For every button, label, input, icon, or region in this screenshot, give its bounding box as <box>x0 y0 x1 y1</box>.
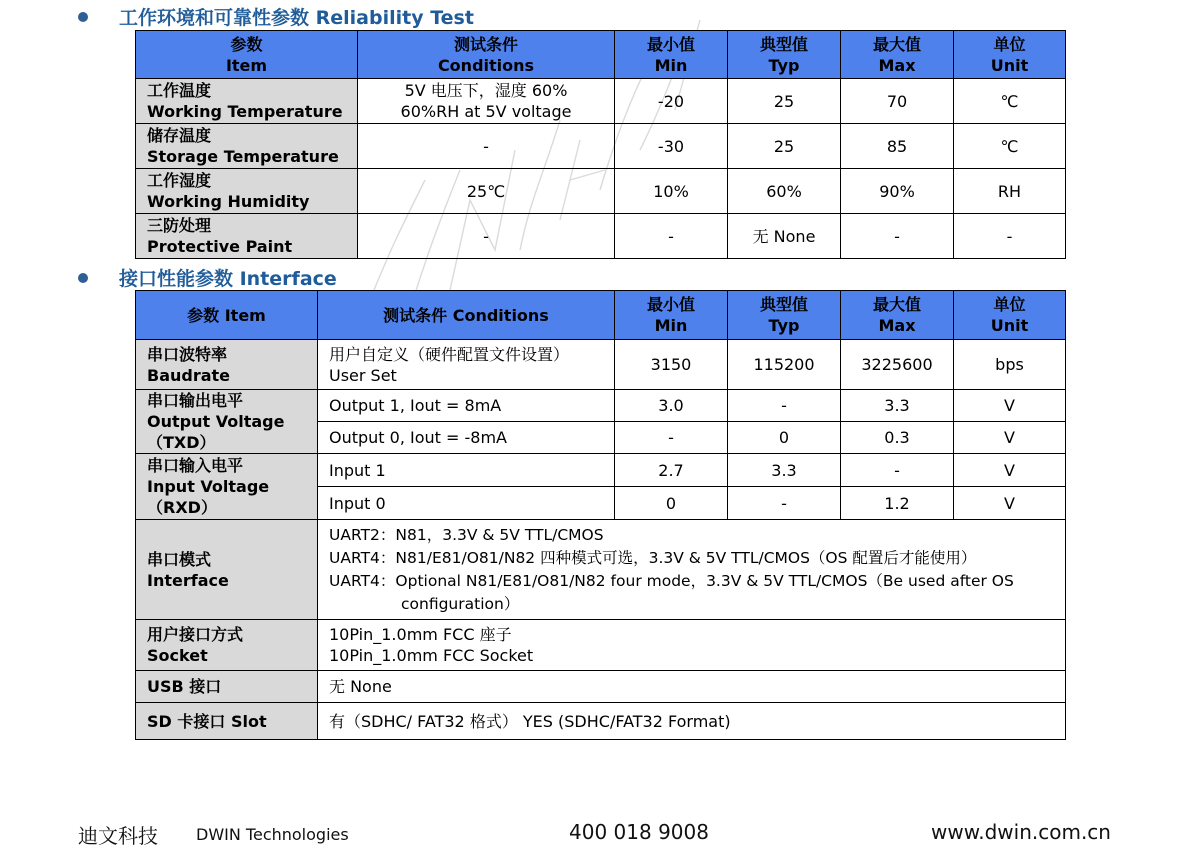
row-label: 工作温度 Working Temperature <box>136 79 358 124</box>
table-row <box>136 340 1066 390</box>
row-label: 用户接口方式 Socket <box>136 620 318 671</box>
row-unit: V <box>954 454 1066 487</box>
footer-phone: 400 018 9008 <box>569 820 709 844</box>
header-max: 最大值 Max <box>841 31 954 79</box>
row-label: 工作湿度 Working Humidity <box>136 169 358 214</box>
row-unit: bps <box>954 340 1066 390</box>
table-row <box>136 671 1066 703</box>
table-header-row <box>136 31 1066 79</box>
table-row <box>136 169 1066 214</box>
table-row <box>136 620 1066 671</box>
row-unit: V <box>954 422 1066 454</box>
table-row <box>136 390 1066 422</box>
row-conditions: - <box>358 124 615 169</box>
row-min: -30 <box>615 124 728 169</box>
reliability-table <box>135 30 1066 259</box>
table-header-row <box>136 291 1066 340</box>
row-typ: 无 None <box>728 214 841 259</box>
row-max: 1.2 <box>841 487 954 520</box>
row-min: -20 <box>615 79 728 124</box>
row-unit: ℃ <box>954 79 1066 124</box>
row-min: - <box>615 422 728 454</box>
row-typ: 115200 <box>728 340 841 390</box>
row-max: 3225600 <box>841 340 954 390</box>
row-min: - <box>615 214 728 259</box>
row-typ: 3.3 <box>728 454 841 487</box>
socket-description: 10Pin_1.0mm FCC 座子 10Pin_1.0mm FCC Socket <box>318 620 1066 671</box>
table-row <box>136 454 1066 487</box>
header-typ: 典型值 Typ <box>728 31 841 79</box>
row-conditions: 25℃ <box>358 169 615 214</box>
header-conditions: 测试条件 Conditions <box>358 31 615 79</box>
row-max: - <box>841 214 954 259</box>
table-row <box>136 124 1066 169</box>
row-unit: ℃ <box>954 124 1066 169</box>
row-max: 85 <box>841 124 954 169</box>
row-conditions: Input 1 <box>318 454 615 487</box>
row-min: 3150 <box>615 340 728 390</box>
header-unit: 单位 Unit <box>954 31 1066 79</box>
row-min: 2.7 <box>615 454 728 487</box>
interface-heading <box>78 264 337 291</box>
bullet-icon <box>78 273 88 283</box>
row-typ: 0 <box>728 422 841 454</box>
row-min: 0 <box>615 487 728 520</box>
row-max: 90% <box>841 169 954 214</box>
row-unit: V <box>954 487 1066 520</box>
row-label: 串口输入电平 Input Voltage （RXD） <box>136 454 318 520</box>
row-label: 储存温度 Storage Temperature <box>136 124 358 169</box>
row-label: 三防处理 Protective Paint <box>136 214 358 259</box>
row-typ: 25 <box>728 124 841 169</box>
row-typ: - <box>728 487 841 520</box>
header-typ: 典型值 Typ <box>728 291 841 340</box>
row-label: 串口输出电平 Output Voltage （TXD） <box>136 390 318 454</box>
row-max: 70 <box>841 79 954 124</box>
row-typ: 25 <box>728 79 841 124</box>
interface-heading-text: 接口性能参数 Interface <box>119 268 337 290</box>
table-row <box>136 520 1066 620</box>
interface-table <box>135 290 1066 740</box>
row-unit: V <box>954 390 1066 422</box>
row-label: 串口模式 Interface <box>136 520 318 620</box>
header-max: 最大值 Max <box>841 291 954 340</box>
header-unit: 单位 Unit <box>954 291 1066 340</box>
row-typ: 60% <box>728 169 841 214</box>
row-unit: RH <box>954 169 1066 214</box>
row-label: SD 卡接口 Slot <box>136 703 318 740</box>
table-row <box>136 703 1066 740</box>
header-item: 参数 Item <box>136 31 358 79</box>
row-conditions: Input 0 <box>318 487 615 520</box>
header-conditions: 测试条件 Conditions <box>318 291 615 340</box>
reliability-heading <box>78 3 474 30</box>
footer-company-en: DWIN Technologies <box>196 825 349 844</box>
header-min: 最小值 Min <box>615 291 728 340</box>
row-label: 串口波特率 Baudrate <box>136 340 318 390</box>
row-label: USB 接口 <box>136 671 318 703</box>
reliability-heading-text: 工作环境和可靠性参数 Reliability Test <box>119 7 474 29</box>
row-conditions: Output 0, Iout = -8mA <box>318 422 615 454</box>
row-conditions: 5V 电压下，湿度 60% 60%RH at 5V voltage <box>358 79 615 124</box>
row-max: 3.3 <box>841 390 954 422</box>
row-conditions: 用户自定义（硬件配置文件设置） User Set <box>318 340 615 390</box>
bullet-icon <box>78 12 88 22</box>
row-max: 0.3 <box>841 422 954 454</box>
usb-value: 无 None <box>318 671 1066 703</box>
header-min: 最小值 Min <box>615 31 728 79</box>
table-row <box>136 79 1066 124</box>
sd-value: 有（SDHC/ FAT32 格式） YES (SDHC/FAT32 Format) <box>318 703 1066 740</box>
row-min: 10% <box>615 169 728 214</box>
row-max: - <box>841 454 954 487</box>
footer-company-cn: 迪文科技 <box>78 824 158 848</box>
mode-description: UART2：N81，3.3V & 5V TTL/CMOS UART4：N81/E81/O81/N82 四种模式可选，3.3V & 5V TTL/CMOS（OS 配置后才能使用） UART4：Optional N81/E81/O81/N82 four mode，3.3V & 5V TTL/CMOS（Be used after OS configuration） <box>318 520 1066 620</box>
header-item: 参数 Item <box>136 291 318 340</box>
row-typ: - <box>728 390 841 422</box>
row-conditions: - <box>358 214 615 259</box>
row-min: 3.0 <box>615 390 728 422</box>
row-conditions: Output 1, Iout = 8mA <box>318 390 615 422</box>
row-unit: - <box>954 214 1066 259</box>
table-row <box>136 214 1066 259</box>
footer-website: www.dwin.com.cn <box>931 820 1111 844</box>
